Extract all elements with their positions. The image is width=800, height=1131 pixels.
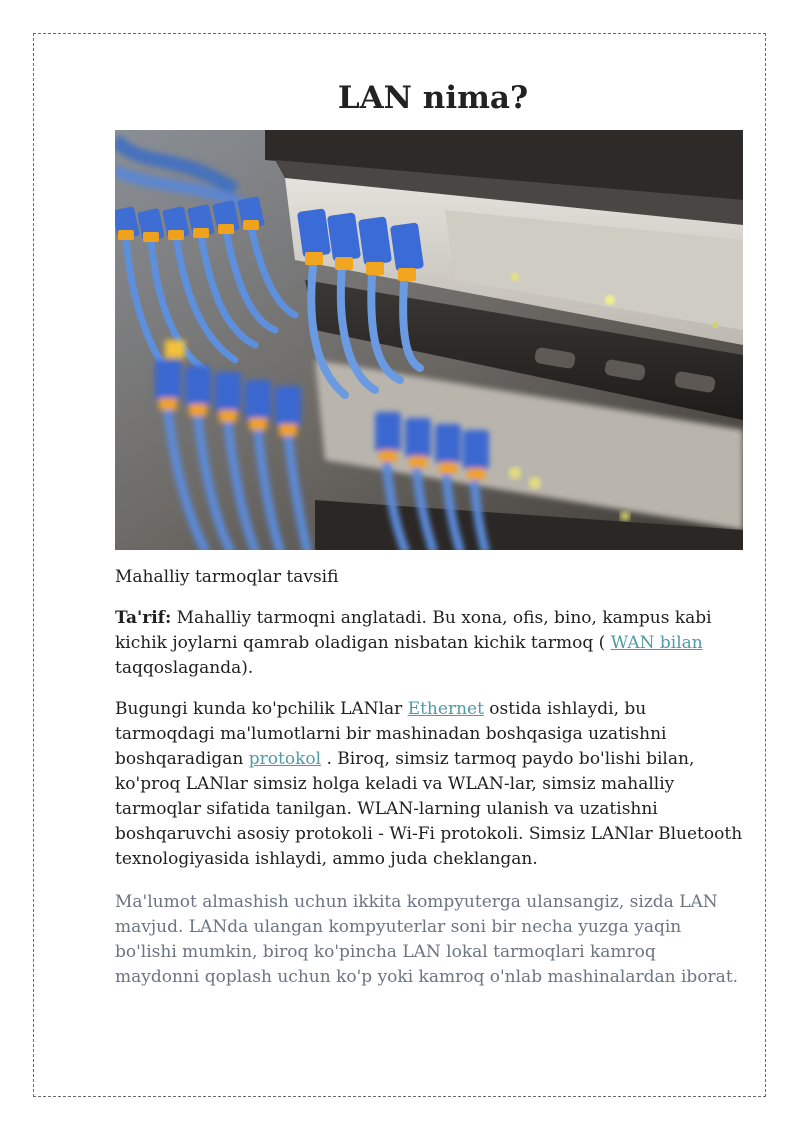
- protocol-link[interactable]: protokol: [248, 749, 322, 769]
- lan-size-paragraph: Ma'lumot almashish uchun ikkita kompyuterga ulansangiz, sizda LAN mavjud. LANda ulangan kompyuterlar soni bir necha yuzga yaqin bo'lishi mumkin, biroq ko'pincha LAN lokal tarmoqlari kamroq maydonni qoplash uchun ko'p yoki kamroq o'nlab mashinalardan iborat.: [115, 892, 739, 987]
- article: [115, 78, 743, 990]
- page-title: LAN nima?: [337, 80, 529, 116]
- definition-label: Ta'rif:: [115, 608, 172, 628]
- wan-link[interactable]: WAN bilan: [610, 633, 703, 653]
- definition-paragraph: [115, 606, 743, 681]
- ethernet-paragraph-start: Bugungi kunda ko'pchilik LANlar: [115, 699, 408, 719]
- definition-text: Mahalliy tarmoqni anglatadi. Bu xona, ofis, bino, kampus kabi kichik joylarni qamrab oladigan nisbatan kichik tarmoq (: [115, 608, 712, 653]
- definition-text-end: taqqoslaganda).: [115, 658, 254, 678]
- ethernet-paragraph-middle: ostida ishlaydi, bu tarmoqdagi ma'lumotlarni bir mashinadan boshqasiga uzatishni boshqaradigan: [115, 699, 667, 769]
- image-caption: Mahalliy tarmoqlar tavsifi: [115, 567, 339, 587]
- ethernet-paragraph-end: . Biroq, simsiz tarmoq paydo bo'lishi bilan, ko'proq LANlar simsiz holga keladi va WLAN-lar, simsiz mahalliy tarmoqlar sifatida tanilgan. WLAN-larning ulanish va uzatishni boshqaruvchi asosiy protokoli - Wi-Fi protokoli. Simsiz LANlar Bluetooth texnologiyasida ishlaydi, ammo juda cheklangan.: [115, 749, 743, 869]
- ethernet-link[interactable]: Ethernet: [407, 699, 484, 719]
- ethernet-paragraph: [115, 697, 743, 872]
- network-switch-photo: [115, 130, 743, 550]
